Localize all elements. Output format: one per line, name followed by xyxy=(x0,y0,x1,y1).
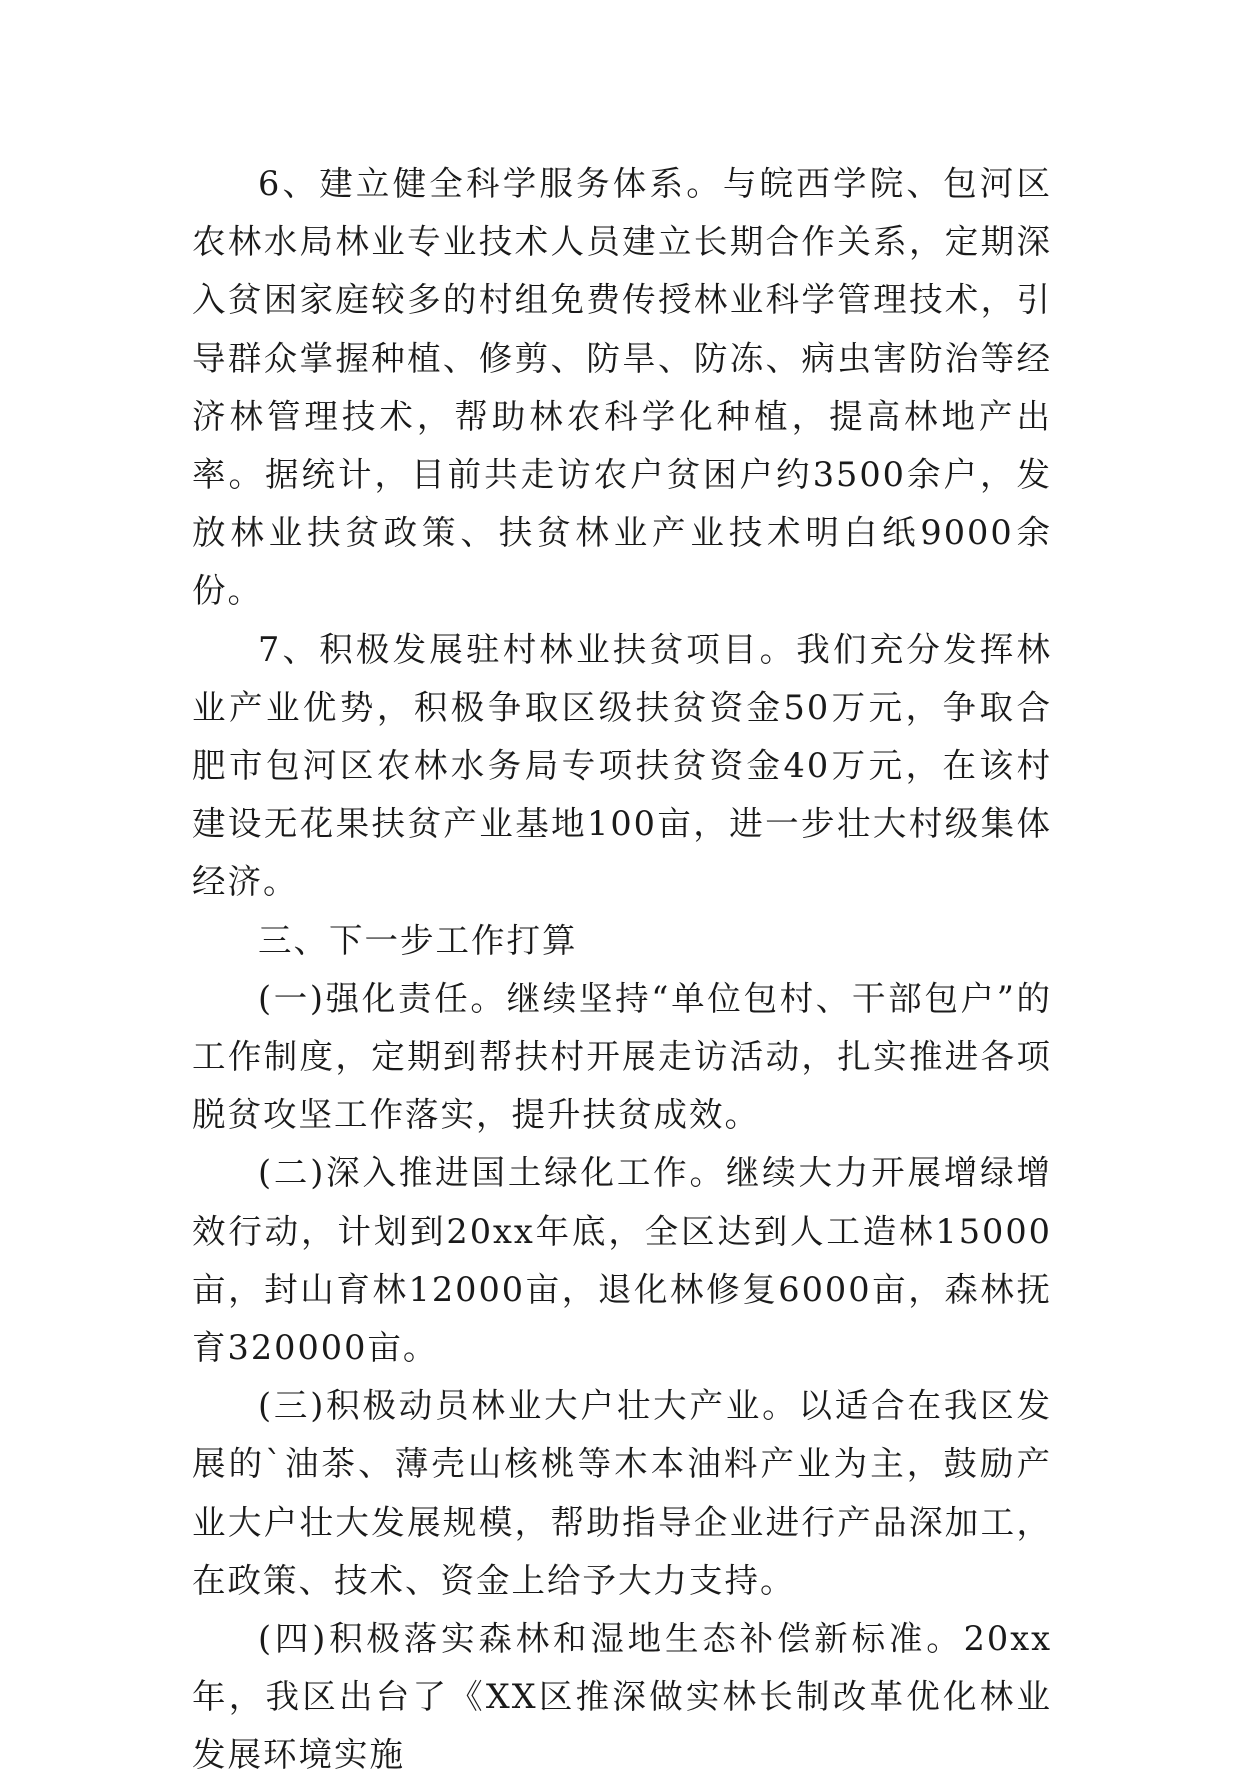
paragraph-land-greening: (二)深入推进国土绿化工作。继续大力开展增绿增效行动，计划到20xx年底，全区达到人工造林15000亩，封山育林12000亩，退化林修复6000亩，森林抚育320000亩。 xyxy=(192,1153,1052,1368)
document-body xyxy=(192,155,1052,1785)
paragraph-science-service-system: 6、建立健全科学服务体系。与皖西学院、包河区农林水局林业专业技术人员建立长期合作关系，定期深入贫困家庭较多的村组免费传授林业科学管理技术，引导群众掌握种植、修剪、防旱、防冻、病虫害防治等经济林管理技术，帮助林农科学化种植，提高林地产出率。据统计，目前共走访农户贫困户约3500余户，发放林业扶贫政策、扶贫林业产业技术明白纸9000余份。 xyxy=(192,164,1052,611)
paragraph-ecological-compensation: (四)积极落实森林和湿地生态补偿新标准。20xx年，我区出台了《XX区推深做实林长制改革优化林业发展环境实施 xyxy=(192,1619,1052,1775)
paragraph-forestry-households: (三)积极动员林业大户壮大产业。以适合在我区发展的`油茶、薄壳山核桃等木本油料产业为主，鼓励产业大户壮大发展规模，帮助指导企业进行产品深加工，在政策、技术、资金上给予大力支持。 xyxy=(192,1386,1052,1600)
paragraph-strengthen-responsibility: (一)强化责任。继续坚持“单位包村、干部包户”的工作制度，定期到帮扶村开展走访活动，扎实推进各项脱贫攻坚工作落实，提升扶贫成效。 xyxy=(192,978,1053,1135)
paragraph-village-forestry-project: 7、积极发展驻村林业扶贫项目。我们充分发挥林业产业优势，积极争取区级扶贫资金50万元，争取合肥市包河区农林水务局专项扶贫资金40万元，在该村建设无花果扶贫产业基地100亩，进一步壮大村级集体经济。 xyxy=(192,629,1052,902)
section-heading-next-steps: 三、下一步工作打算 xyxy=(258,920,578,960)
